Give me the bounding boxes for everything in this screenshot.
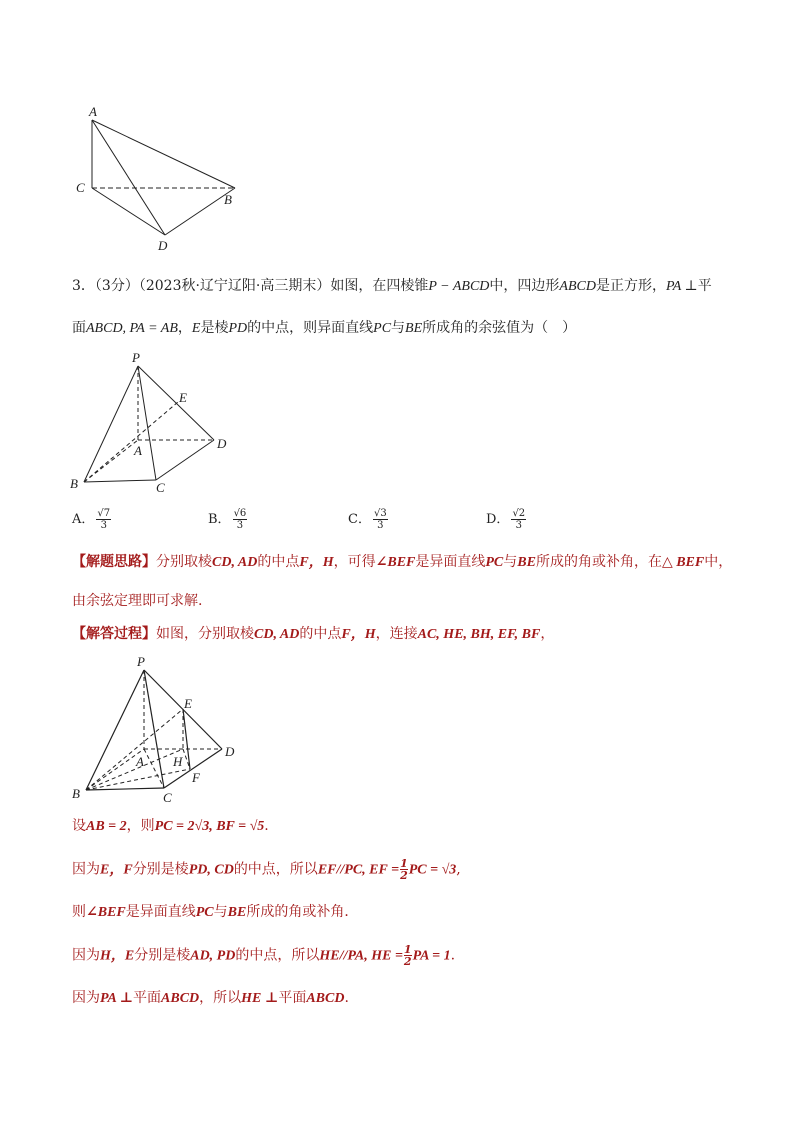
q3-line-1: 3．（3分）（2023秋·辽宁辽阳·高三期末）如图，在四棱锥P − ABCD中，四边形ABCD是正方形，PA ⊥平 [72,278,712,294]
label-D: D [158,238,168,253]
label-A: A [134,443,142,458]
step-2: 因为E，F分别是棱PD, CD的中点，所以EF//PC, EF = $\frac{1}{2}PC = √3$, [72,857,461,882]
q3-line-2: 面ABCD, PA = AB，E是棱PD的中点，则异面直线PC与BE所成角的余弦值为（ ） [72,320,577,336]
label-D: D [217,436,227,451]
label-C: C [163,790,172,805]
solution-idea-line-1: 【解题思路】分别取棱CD, AD的中点F，H，可得∠BEF是异面直线PC与BE所成的角或补角，在△ BEF中， [72,554,733,570]
figure-pyramid-midpoints [66,652,256,812]
option-b[interactable]: B． $\frac{√6}{3}$ [208,508,247,531]
label-B: B [70,476,78,491]
figure-tetrahedron [70,100,250,260]
step-4: 因为H，E分别是棱AD, PD的中点，所以HE//PA, HE = $\frac{1}{2}PA = 1$. [72,943,456,968]
label-A: A [89,104,97,119]
option-c[interactable]: C． $\frac{√3}{3}$ [348,508,387,531]
label-F: F [192,770,200,785]
option-a[interactable]: A． $\frac{√7}{3}$ [72,508,111,531]
solution-idea-line-2: 由余弦定理即可求解. [72,593,203,609]
label-E: E [184,696,192,711]
option-d[interactable]: D． $\frac{√2}{3}$ [486,508,526,531]
label-A: A [136,754,144,769]
figure-pyramid [66,350,246,495]
label-B: B [72,786,80,801]
label-P: P [137,654,145,669]
label-D: D [225,744,235,759]
step-1: 设AB = 2，则PC = 2√3, BF = √5. [72,818,269,834]
label-B: B [224,192,232,207]
label-E: E [179,390,187,405]
label-P: P [132,350,140,365]
solution-process-line: 【解答过程】如图，分别取棱CD, AD的中点F，H，连接AC, HE, BH, EF, BF， [72,626,555,642]
step-3: 则∠BEF是异面直线PC与BE所成的角或补角． [72,904,359,920]
label-C: C [156,480,165,495]
step-5: 因为PA ⊥平面ABCD，所以HE ⊥平面ABCD. [72,990,349,1006]
label-H: H [173,754,183,769]
label-C: C [76,180,85,195]
q3-number: 3． [72,278,95,294]
